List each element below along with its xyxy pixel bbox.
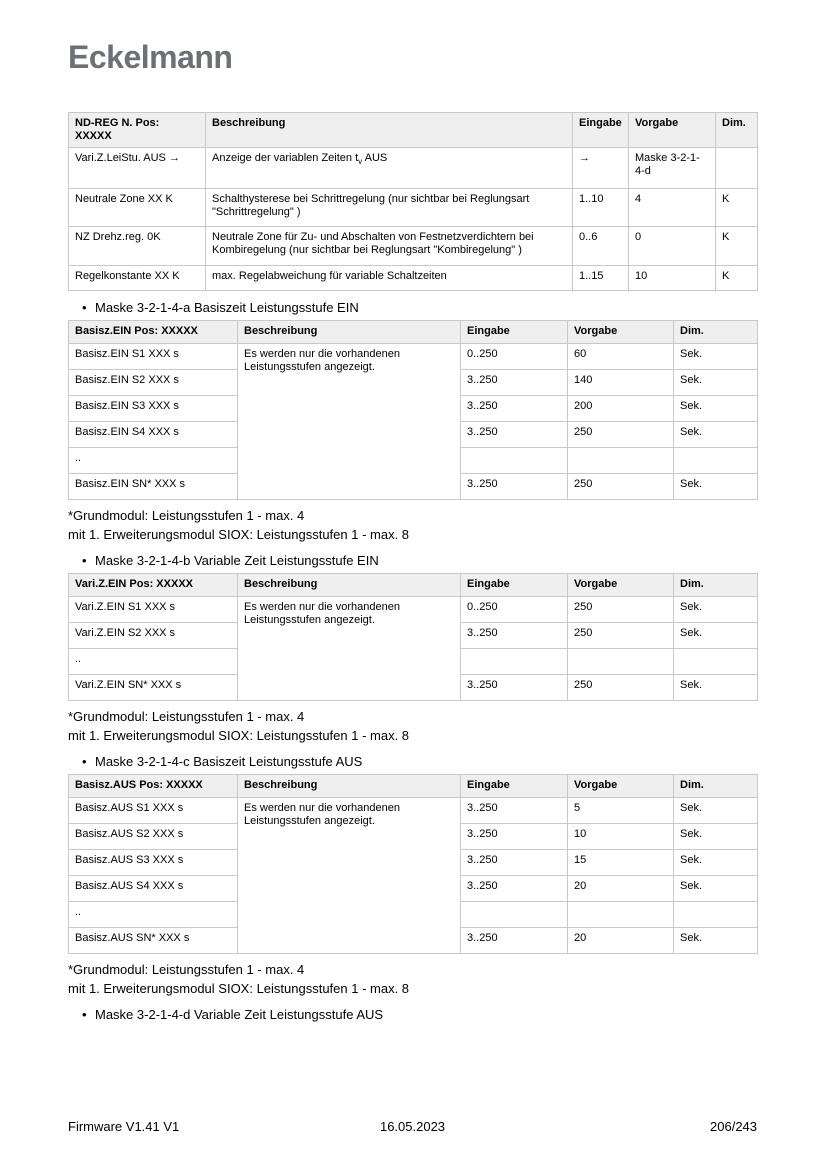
table-cell: 5 — [568, 798, 674, 824]
table-cell: 3..250 — [461, 422, 568, 448]
table-cell: Basisz.EIN S4 XXX s — [69, 422, 238, 448]
table-header-row — [69, 321, 758, 344]
column-header: Beschreibung — [238, 775, 461, 798]
table-cell — [568, 448, 674, 474]
table-cell: Sek. — [674, 850, 758, 876]
table-cell — [461, 902, 568, 928]
table-cell: Maske 3-2-1-4-d — [629, 148, 716, 189]
table-cell — [568, 649, 674, 675]
table-cell: 3..250 — [461, 370, 568, 396]
table-row — [69, 227, 758, 266]
table-cell: 140 — [568, 370, 674, 396]
table-cell: Regelkonstante XX K — [69, 266, 206, 291]
table-cell: Basisz.EIN S1 XXX s — [69, 344, 238, 370]
table-row — [69, 798, 758, 824]
footer — [68, 1119, 757, 1135]
bullet-item-maske-3-2-1-4-b — [68, 552, 757, 570]
page-content — [68, 0, 757, 1024]
basisz-aus-parameter-table — [68, 774, 758, 954]
footnote-grundmodul-3 — [68, 960, 757, 998]
column-header: Dim. — [674, 321, 758, 344]
bullet-item-maske-3-2-1-4-d — [68, 1006, 757, 1024]
table-cell: 250 — [568, 675, 674, 701]
table-cell: 0..6 — [573, 227, 629, 266]
footer-firmware-version: Firmware V1.41 V1 — [68, 1119, 180, 1134]
footnote-line: mit 1. Erweiterungsmodul SIOX: Leistungsstufen 1 - max. 8 — [68, 527, 410, 542]
column-header: Vorgabe — [568, 574, 674, 597]
table-cell: .. — [69, 448, 238, 474]
table-cell: 0..250 — [461, 597, 568, 623]
table-cell: 250 — [568, 474, 674, 500]
column-header: Vorgabe — [568, 321, 674, 344]
column-header: Dim. — [716, 113, 758, 148]
table-row — [69, 148, 758, 189]
table-cell — [716, 148, 758, 189]
table-cell: Sek. — [674, 876, 758, 902]
table-header-row — [69, 113, 758, 148]
table-cell: K — [716, 189, 758, 227]
column-header: Dim. — [674, 775, 758, 798]
table-cell: Basisz.EIN S3 XXX s — [69, 396, 238, 422]
table-cell: Neutrale Zone für Zu- und Abschalten von Festnetzverdichtern bei Kombiregelung (nur sichtbar bei Reglungsart "Kombiregelung" ) — [206, 227, 573, 266]
footnote-grundmodul-1 — [68, 506, 757, 544]
table-cell: 10 — [568, 824, 674, 850]
table-cell: .. — [69, 902, 238, 928]
bullet-item-maske-3-2-1-4-c — [68, 753, 757, 771]
table-cell: Neutrale Zone XX K — [69, 189, 206, 227]
column-header: Beschreibung — [206, 113, 573, 148]
table-cell — [674, 902, 758, 928]
footnote-line: mit 1. Erweiterungsmodul SIOX: Leistungsstufen 1 - max. 8 — [68, 981, 410, 996]
table-row — [69, 344, 758, 370]
column-header: Eingabe — [461, 574, 568, 597]
table-cell: 200 — [568, 396, 674, 422]
table-cell: Basisz.AUS S4 XXX s — [69, 876, 238, 902]
table-cell: Sek. — [674, 928, 758, 954]
table-cell: Schalthysterese bei Schrittregelung (nur sichtbar bei Reglungsart "Schrittregelung" ) — [206, 189, 573, 227]
table-cell: K — [716, 227, 758, 266]
footer-page-number: 206/243 — [710, 1119, 758, 1134]
column-header: Eingabe — [573, 113, 629, 148]
column-header: Beschreibung — [238, 574, 461, 597]
table-cell: Sek. — [674, 597, 758, 623]
footnote-grundmodul-2 — [68, 707, 757, 745]
table-cell: 250 — [568, 623, 674, 649]
table-cell: Vari.Z.EIN S2 XXX s — [69, 623, 238, 649]
table-cell: 3..250 — [461, 396, 568, 422]
table-cell: 0..250 — [461, 344, 568, 370]
table-cell: Sek. — [674, 675, 758, 701]
basisz-ein-parameter-table — [68, 320, 758, 500]
column-header: Beschreibung — [238, 321, 461, 344]
table-cell: Sek. — [674, 396, 758, 422]
table-cell: Vari.Z.EIN S1 XXX s — [69, 597, 238, 623]
table-cell: 10 — [629, 266, 716, 291]
column-header: Dim. — [674, 574, 758, 597]
footnote-line: mit 1. Erweiterungsmodul SIOX: Leistungsstufen 1 - max. 8 — [68, 728, 410, 743]
table-cell: Basisz.AUS S3 XXX s — [69, 850, 238, 876]
table-cell: Vari.Z.LeiStu. AUS → — [69, 148, 206, 189]
footnote-line: *Grundmodul: Leistungsstufen 1 - max. 4 — [68, 962, 305, 977]
column-header: Basisz.EIN Pos: XXXXX — [69, 321, 238, 344]
footnote-line: *Grundmodul: Leistungsstufen 1 - max. 4 — [68, 709, 305, 724]
bullet-marker: • — [82, 754, 87, 769]
table-row — [69, 266, 758, 291]
column-header: ND-REG N. Pos: XXXXX — [69, 113, 206, 148]
vari-z-ein-parameter-table — [68, 573, 758, 701]
table-cell — [674, 448, 758, 474]
table-cell: Vari.Z.EIN SN* XXX s — [69, 675, 238, 701]
table-cell: Basisz.EIN S2 XXX s — [69, 370, 238, 396]
table-cell — [674, 649, 758, 675]
table-cell: max. Regelabweichung für variable Schaltzeiten — [206, 266, 573, 291]
table-cell: 3..250 — [461, 474, 568, 500]
column-header: Vorgabe — [568, 775, 674, 798]
table-cell: 60 — [568, 344, 674, 370]
table-cell: Sek. — [674, 344, 758, 370]
table-cell: Es werden nur die vorhandenen Leistungsstufen angezeigt. — [238, 344, 461, 500]
table-cell: 3..250 — [461, 876, 568, 902]
table-row — [69, 597, 758, 623]
table-cell: 3..250 — [461, 928, 568, 954]
table-cell: 20 — [568, 876, 674, 902]
table-cell: → — [573, 148, 629, 189]
table-cell: 3..250 — [461, 623, 568, 649]
table-cell: 1..10 — [573, 189, 629, 227]
table-row — [69, 189, 758, 227]
footer-date: 16.05.2023 — [379, 1119, 446, 1134]
table-cell: Sek. — [674, 474, 758, 500]
table-cell: 0 — [629, 227, 716, 266]
table-cell: 3..250 — [461, 824, 568, 850]
table-cell: K — [716, 266, 758, 291]
column-header: Basisz.AUS Pos: XXXXX — [69, 775, 238, 798]
bullet-label: Maske 3-2-1-4-b Variable Zeit Leistungsstufe EIN — [95, 553, 379, 568]
brand-logo: Eckelmann — [68, 39, 233, 75]
table-cell: Basisz.AUS S2 XXX s — [69, 824, 238, 850]
table-cell: Sek. — [674, 623, 758, 649]
table-cell: 3..250 — [461, 850, 568, 876]
table-cell: 250 — [568, 597, 674, 623]
column-header: Eingabe — [461, 775, 568, 798]
table-cell: .. — [69, 649, 238, 675]
table-cell: Sek. — [674, 422, 758, 448]
table-cell: Sek. — [674, 824, 758, 850]
table-header-row — [69, 574, 758, 597]
bullet-marker: • — [82, 300, 87, 315]
table-cell: 4 — [629, 189, 716, 227]
table-cell: 20 — [568, 928, 674, 954]
table-cell — [461, 649, 568, 675]
table-cell: 3..250 — [461, 675, 568, 701]
table-cell: 1..15 — [573, 266, 629, 291]
bullet-label: Maske 3-2-1-4-d Variable Zeit Leistungsstufe AUS — [95, 1007, 384, 1022]
column-header: Vari.Z.EIN Pos: XXXXX — [69, 574, 238, 597]
column-header: Vorgabe — [629, 113, 716, 148]
table-cell: Basisz.AUS SN* XXX s — [69, 928, 238, 954]
table-cell — [568, 902, 674, 928]
table-cell: Sek. — [674, 370, 758, 396]
footnote-line: *Grundmodul: Leistungsstufen 1 - max. 4 — [68, 508, 305, 523]
bullet-label: Maske 3-2-1-4-a Basiszeit Leistungsstufe EIN — [95, 300, 359, 315]
table-header-row — [69, 775, 758, 798]
column-header: Eingabe — [461, 321, 568, 344]
nd-reg-parameter-table — [68, 112, 758, 291]
table-cell: Es werden nur die vorhandenen Leistungsstufen angezeigt. — [238, 798, 461, 954]
table-cell: 250 — [568, 422, 674, 448]
table-cell: Sek. — [674, 798, 758, 824]
table-cell: 3..250 — [461, 798, 568, 824]
bullet-item-maske-3-2-1-4-a — [68, 299, 757, 317]
bullet-marker: • — [82, 1007, 87, 1022]
table-cell: Basisz.EIN SN* XXX s — [69, 474, 238, 500]
bullet-marker: • — [82, 553, 87, 568]
table-cell: Basisz.AUS S1 XXX s — [69, 798, 238, 824]
table-cell: 15 — [568, 850, 674, 876]
bullet-label: Maske 3-2-1-4-c Basiszeit Leistungsstufe AUS — [95, 754, 363, 769]
table-cell: NZ Drehz.reg. 0K — [69, 227, 206, 266]
table-cell: Anzeige der variablen Zeiten $t_v$ AUS — [206, 148, 573, 189]
table-cell — [461, 448, 568, 474]
table-cell: Es werden nur die vorhandenen Leistungsstufen angezeigt. — [238, 597, 461, 701]
